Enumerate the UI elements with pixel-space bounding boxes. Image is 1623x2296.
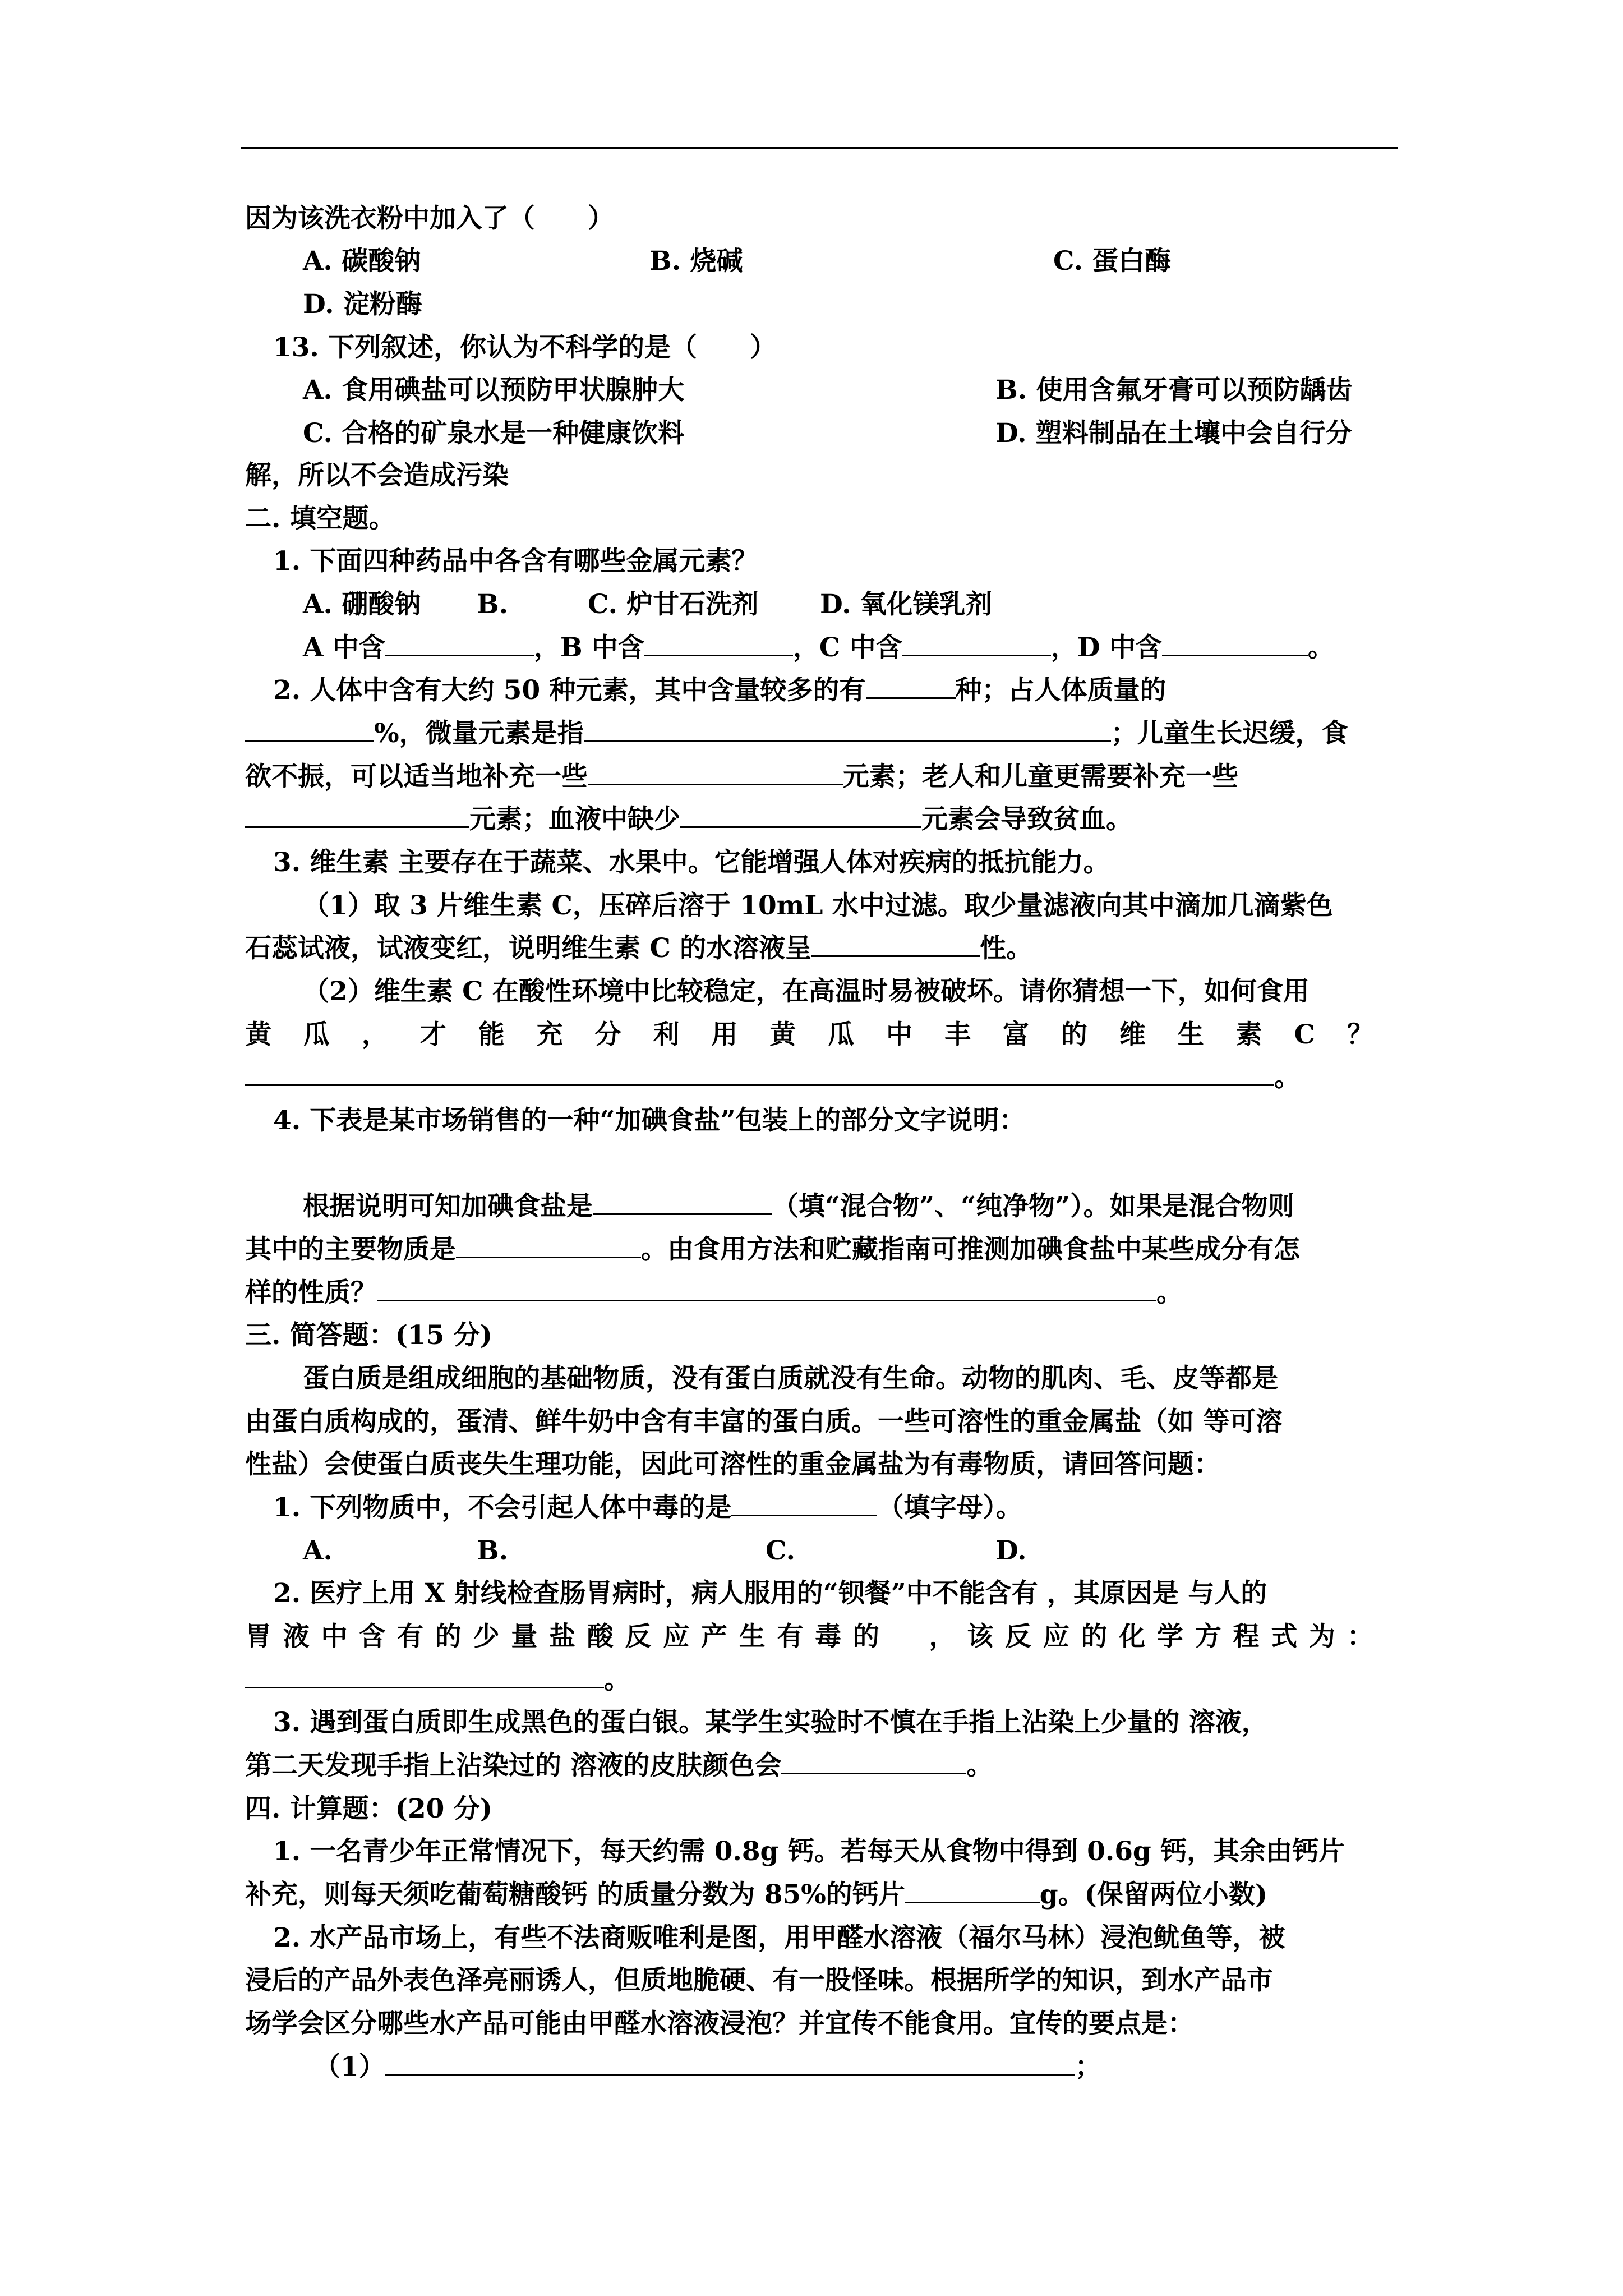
justified-char: 维 (1119, 1019, 1146, 1050)
q13-option-d: D. 塑料制品在土壤中会自行分 (995, 418, 1352, 449)
blank-b[interactable] (644, 630, 793, 656)
q4-text: （填“混合物”、“纯净物”）。如果是混合物则 (772, 1191, 1294, 1222)
fill-end: 。 (1307, 632, 1334, 663)
sec2-q1-option-d: D. 氧化镁乳剂 (820, 589, 992, 620)
sec2-q1-option-c: C. 炉甘石洗剂 (588, 589, 759, 620)
q2-text: 种；占人体质量的 (955, 675, 1166, 706)
sec4-q1-line2 (245, 1874, 1267, 1916)
sec2-q4-stem: 4. 下表是某市场销售的一种“加碘食盐”包装上的部分文字说明： (273, 1105, 1026, 1136)
sec3-q3-text: 。 (966, 1750, 993, 1781)
justified-char: 产 (701, 1621, 727, 1652)
q12-option-a: A. 碳酸钠 (303, 246, 421, 277)
q2-text: 欲不振，可以适当地补充一些 (245, 761, 588, 792)
justified-char: 该 (967, 1621, 994, 1652)
sec3-intro-line2: 由蛋白质构成的，蛋清、鲜牛奶中含有丰富的蛋白质。一些可溶性的重金属盐（如 等可溶 (245, 1406, 1283, 1437)
justified-char: 用 (711, 1019, 738, 1050)
q2-text: 元素；老人和儿童更需要补充一些 (843, 761, 1238, 792)
q2-text: 元素；血液中缺少 (469, 804, 680, 835)
sec4-p1-label: （1） (314, 2051, 385, 2082)
justified-char: 素 (1235, 1019, 1262, 1050)
justified-char: 化 (1119, 1621, 1146, 1652)
justified-char: 量 (511, 1621, 538, 1652)
sec3-q2-answer-line (245, 1659, 630, 1701)
sec2-q3-p1-line1: （1）取 3 片维生素 C，压碎后溶于 10mL 水中过滤。取少量滤液向其中滴加几滴紫色 (303, 890, 1333, 921)
q13-stem: 13. 下列叙述，你认为不科学的是（ ） (273, 332, 777, 363)
blank-q2-count[interactable] (866, 673, 956, 699)
blank-q4-property[interactable] (377, 1275, 1156, 1301)
justified-char: 式 (1271, 1621, 1298, 1652)
sec3-q2-line2 (245, 1616, 1373, 1658)
q4-text: 。由食用方法和贮藏指南可推测加碘食盐中某些成分有怎 (641, 1234, 1300, 1265)
blank-sec3-q3[interactable] (781, 1748, 966, 1774)
blank-sec3-q2-equation[interactable] (245, 1662, 604, 1688)
justified-char: 含 (359, 1621, 386, 1652)
sec2-q4-line2 (245, 1228, 1300, 1271)
justified-char: 的 (1081, 1621, 1108, 1652)
justified-char: 充 (536, 1019, 563, 1050)
sec4-q2-line2: 浸后的产品外表色泽亮丽诱人，但质地脆硬、有一股怪味。根据所学的知识，到水产品市 (245, 1965, 1273, 1996)
q13-option-a: A. 食用碘盐可以预防甲状腺肿大 (303, 375, 685, 406)
justified-char: ， (929, 1621, 956, 1652)
sec4-q2-line1: 2. 水产品市场上，有些不法商贩唯利是图，用甲醛水溶液（福尔马林）浸泡鱿鱼等，被 (273, 1922, 1285, 1953)
q2-text: 元素会导致贫血。 (921, 804, 1132, 835)
sec4-q1-text: 补充，则每天须吃葡萄糖酸钙 的质量分数为 85%的钙片 (245, 1879, 905, 1910)
blank-sec3-q1[interactable] (731, 1490, 877, 1516)
justified-char: 应 (1043, 1621, 1069, 1652)
q13-option-c: C. 合格的矿泉水是一种健康饮料 (303, 418, 685, 449)
sec2-q3-p1-line2 (245, 927, 1032, 970)
header-rule (241, 147, 1398, 149)
q3-text: 性。 (980, 933, 1033, 964)
justified-char: 盐 (549, 1621, 575, 1652)
sec3-q1 (273, 1487, 1022, 1529)
justified-char: 富 (1002, 1019, 1029, 1050)
justified-char: 胃 (245, 1621, 271, 1652)
sec2-q1-option-b: B. (477, 589, 509, 620)
justified-char: 生 (739, 1621, 766, 1652)
q2-text: 2. 人体中含有大约 50 种元素，其中含量较多的有 (273, 675, 866, 706)
q3-end: 。 (1274, 1062, 1301, 1093)
justified-char: ： (1347, 1621, 1373, 1652)
fill-d-label: ，D 中含 (1050, 632, 1162, 663)
justified-char: 少 (473, 1621, 500, 1652)
justified-char: 瓜 (828, 1019, 855, 1050)
sec3-heading: 三. 简答题：(15 分) (245, 1320, 492, 1351)
blank-q2-element3[interactable] (680, 802, 921, 828)
fill-b-label: ，B 中含 (533, 632, 644, 663)
justified-char: 方 (1195, 1621, 1221, 1652)
q4-text: 样的性质？ (245, 1277, 377, 1308)
blank-a[interactable] (385, 630, 534, 656)
justified-char: 中 (321, 1621, 348, 1652)
justified-char: 毒 (815, 1621, 842, 1652)
q12-option-d: D. 淀粉酶 (303, 289, 422, 320)
justified-char: 的 (853, 1621, 879, 1652)
fill-c-label: ，C 中含 (792, 632, 902, 663)
sec2-q4-line1 (303, 1185, 1294, 1228)
q2-text: ；儿童生长迟缓，食 (1110, 718, 1348, 749)
sec4-q2-p1 (314, 2046, 1101, 2088)
q4-text: 。 (1156, 1277, 1183, 1308)
justified-char: 才 (419, 1019, 446, 1050)
blank-d[interactable] (1162, 630, 1308, 656)
q13-option-b: B. 使用含氟牙膏可以预防龋齿 (995, 375, 1353, 406)
justified-char: C (1294, 1019, 1316, 1050)
sec2-q2-line2 (245, 712, 1348, 755)
sec2-q1-stem: 1. 下面四种药品中各含有哪些金属元素？ (273, 546, 758, 577)
justified-char: 丰 (944, 1019, 971, 1050)
sec3-q2-end: 。 (604, 1664, 630, 1695)
justified-char: 程 (1233, 1621, 1260, 1652)
sec2-heading: 二. 填空题。 (245, 503, 395, 534)
justified-char: 利 (653, 1019, 680, 1050)
sec3-intro-line3: 性盐）会使蛋白质丧失生理功能，因此可溶性的重金属盐为有毒物质，请回答问题： (245, 1449, 1220, 1480)
sec2-q2-line4 (245, 798, 1132, 841)
sec3-q1-text: （填字母）。 (877, 1492, 1022, 1523)
justified-char: 反 (1005, 1621, 1031, 1652)
sec3-q3-line1: 3. 遇到蛋白质即生成黑色的蛋白银。某学生实验时不慎在手指上沾染上少量的 溶液， (273, 1707, 1268, 1738)
sec4-heading: 四. 计算题：(20 分) (245, 1793, 492, 1824)
justified-char (891, 1616, 917, 1658)
sec3-q1-option-c: C. (766, 1535, 795, 1566)
blank-q2-trace[interactable] (584, 716, 1111, 742)
blank-c[interactable] (902, 630, 1051, 656)
blank-sec4-q1[interactable] (905, 1877, 1040, 1903)
justified-char: 能 (478, 1019, 505, 1050)
justified-char: 瓜 (303, 1019, 330, 1050)
sec2-q3-p2-line1: （2）维生素 C 在酸性环境中比较稳定，在高温时易被破坏。请你猜想一下，如何食用 (303, 976, 1310, 1007)
justified-char: ？ (1347, 1019, 1373, 1050)
sec2-q3-answer-line (245, 1056, 1301, 1099)
sec2-q3-p2-line2 (245, 1014, 1373, 1056)
blank-q2-percent[interactable] (245, 716, 374, 742)
sec3-q1-option-d: D. (995, 1535, 1027, 1566)
sec4-q1-line1: 1. 一名青少年正常情况下，每天约需 0.8g 钙。若每天从食物中得到 0.6g 钙，其余由钙片 (273, 1836, 1345, 1867)
sec2-q1-option-a: A. 硼酸钠 (303, 589, 421, 620)
sec2-q1-fill-line (303, 627, 1334, 669)
q12-option-b: B. 烧碱 (649, 246, 743, 277)
sec2-q3-stem: 3. 维生素 主要存在于蔬菜、水果中。它能增强人体对疾病的抵抗能力。 (273, 847, 1110, 878)
blank-q4-type[interactable] (593, 1189, 772, 1215)
sec4-q1-text: g。(保留两位小数) (1039, 1879, 1268, 1910)
blank-q3-acidity[interactable] (811, 931, 980, 957)
blank-q2-element1[interactable] (588, 759, 843, 785)
sec2-q2-line1 (273, 669, 1166, 712)
sec4-q2-line3: 场学会区分哪些水产品可能由甲醛水溶液浸泡？并宜传不能食用。宜传的要点是： (245, 2008, 1194, 2039)
q13-wrap: 解，所以不会造成污染 (245, 460, 509, 491)
fill-a-label: A 中含 (303, 632, 385, 663)
justified-char: 中 (886, 1019, 913, 1050)
sec2-q4-line3 (245, 1272, 1183, 1314)
q2-text: %，微量元素是指 (374, 718, 584, 749)
q12-stem-tail: 因为该洗衣粉中加入了（ ） (245, 203, 614, 234)
justified-char: 应 (663, 1621, 690, 1652)
sec2-q2-line3 (245, 756, 1238, 798)
q4-text: 根据说明可知加碘食盐是 (303, 1191, 593, 1222)
blank-q3-answer[interactable] (245, 1060, 1274, 1086)
justified-char: ， (361, 1019, 388, 1050)
justified-char: 的 (435, 1621, 462, 1652)
sec3-q1-text: 1. 下列物质中，不会引起人体中毒的是 (273, 1492, 732, 1523)
q4-text: 其中的主要物质是 (245, 1234, 456, 1265)
sec3-q3-line2 (245, 1745, 993, 1787)
sec4-p1-end: ； (1075, 2051, 1101, 2082)
justified-char: 有 (777, 1621, 804, 1652)
justified-char: 黄 (769, 1019, 796, 1050)
sec3-q1-option-b: B. (477, 1535, 509, 1566)
justified-char: 生 (1177, 1019, 1204, 1050)
justified-char: 为 (1309, 1621, 1335, 1652)
justified-char: 液 (283, 1621, 310, 1652)
sec3-intro-line1: 蛋白质是组成细胞的基础物质，没有蛋白质就没有生命。动物的肌肉、毛、皮等都是 (303, 1363, 1278, 1394)
justified-char: 学 (1157, 1621, 1183, 1652)
justified-char: 反 (625, 1621, 652, 1652)
justified-char: 酸 (587, 1621, 614, 1652)
blank-q2-element2[interactable] (245, 802, 469, 828)
justified-char: 分 (594, 1019, 621, 1050)
q3-text: 石蕊试液，试液变红，说明维生素 C 的水溶液呈 (245, 933, 812, 964)
blank-q4-main[interactable] (456, 1232, 641, 1258)
blank-sec4-p1[interactable] (385, 2049, 1075, 2076)
q12-option-c: C. 蛋白酶 (1053, 246, 1172, 277)
justified-char: 黄 (245, 1019, 271, 1050)
sec3-q3-text: 第二天发现手指上沾染过的 溶液的皮肤颜色会 (245, 1750, 782, 1781)
sec3-q2-line1: 2. 医疗上用 X 射线检查肠胃病时，病人服用的“钡餐”中不能含有 ，其原因是 与人的 (273, 1578, 1267, 1609)
justified-char: 有 (397, 1621, 423, 1652)
sec3-q1-option-a: A. (303, 1535, 333, 1566)
justified-char: 的 (1061, 1019, 1087, 1050)
